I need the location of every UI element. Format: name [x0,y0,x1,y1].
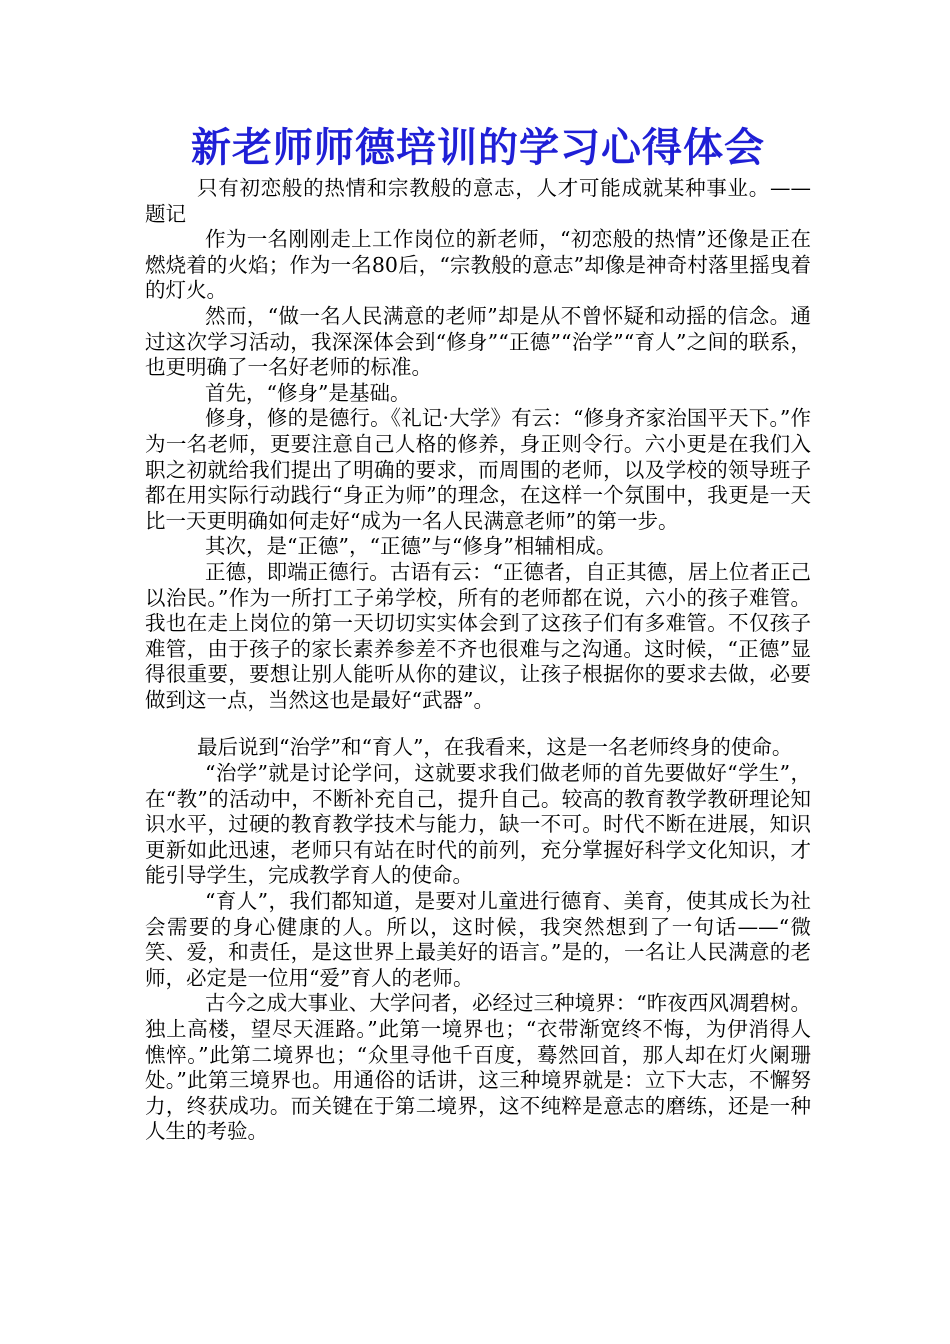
body-paragraph: 正德，即端正德行。古语有云：“正德者，自正其德，居上位者正己以治民。”作为一所打工子弟学校，所有的老师都在说，六小的孩子难管。我也在走上岗位的第一天切切实实体会到了这孩子们有多难管。不仅孩子难管，由于孩子的家长素养参差不齐也很难与之沟通。这时候，“正德”显得很重要，要想让别人能听从你的建议，让孩子根据你的要求去做，必要做到这一点，当然这也是最好“武器”。 [145,559,811,712]
body-paragraph: 然而，“做一名人民满意的老师”却是从不曾怀疑和动摇的信念。通过这次学习活动，我深深体会到“修身”“正德”“治学”“育人”之间的联系，也更明确了一名好老师的标准。 [145,303,811,380]
document-title: 新老师师德培训的学习心得体会 [191,124,765,171]
document-page [145,120,811,1145]
body-paragraph: 最后说到“治学”和“育人”，在我看来，这是一名老师终身的使命。 [197,735,793,760]
body-paragraph: 作为一名刚刚走上工作岗位的新老师，“初恋般的热情”还像是正在燃烧着的火焰；作为一名80后，“宗教般的意志”却像是神奇村落里摇曳着的灯火。 [145,227,811,303]
body-paragraph: 修身，修的是德行。《礼记·大学》有云：“修身齐家治国平天下。”作为一名老师，更要注意自己人格的修养，身正则令行。六小更是在我们入职之初就给我们提出了明确的要求，而周围的老师，以及学校的领导班子都在用实际行动践行“身正为师”的理念，在这样一个氛围中，我更是一天比一天更明确如何走好“成为一名人民满意老师”的第一步。 [145,406,811,533]
body-paragraph: 古今之成大事业、大学问者，必经过三种境界：“昨夜西风凋碧树。独上高楼，望尽天涯路。”此第一境界也；“衣带渐宽终不悔，为伊消得人憔悴。”此第二境界也；“众里寻他千百度，蓦然回首，那人却在灯火阑珊处。”此第三境界也。用通俗的话讲，这三种境界就是：立下大志，不懈努力，终获成功。而关键在于第二境界，这不纯粹是意志的磨练，还是一种人生的考验。 [145,991,811,1144]
body-paragraph: 首先，“修身”是基础。 [205,380,411,405]
body-paragraph: “治学”就是讨论学问，这就要求我们做老师的首先要做好“学生”，在“教”的活动中，不断补充自己，提升自己。较高的教育教学教研理论知识水平，过硬的教育教学技术与能力，缺一不可。时代不断在进展，知识更新如此迅速，老师只有站在时代的前列，充分掌握好科学文化知识，才能引导学生，完成教学育人的使命。 [145,761,811,888]
epigraph-paragraph: 只有初恋般的热情和宗教般的意志，人才可能成就某种事业。——题记 [145,176,811,226]
body-paragraph: 其次，是“正德”，“正德”与“修身”相辅相成。 [205,534,617,559]
body-paragraph: “育人”，我们都知道，是要对儿童进行德育、美育，使其成长为社会需要的身心健康的人。所以，这时候，我突然想到了一句话——“微笑、爱，和责任，是这世界上最美好的语言。”是的，一名让人民满意的老师，必定是一位用“爱”育人的老师。 [145,889,811,990]
